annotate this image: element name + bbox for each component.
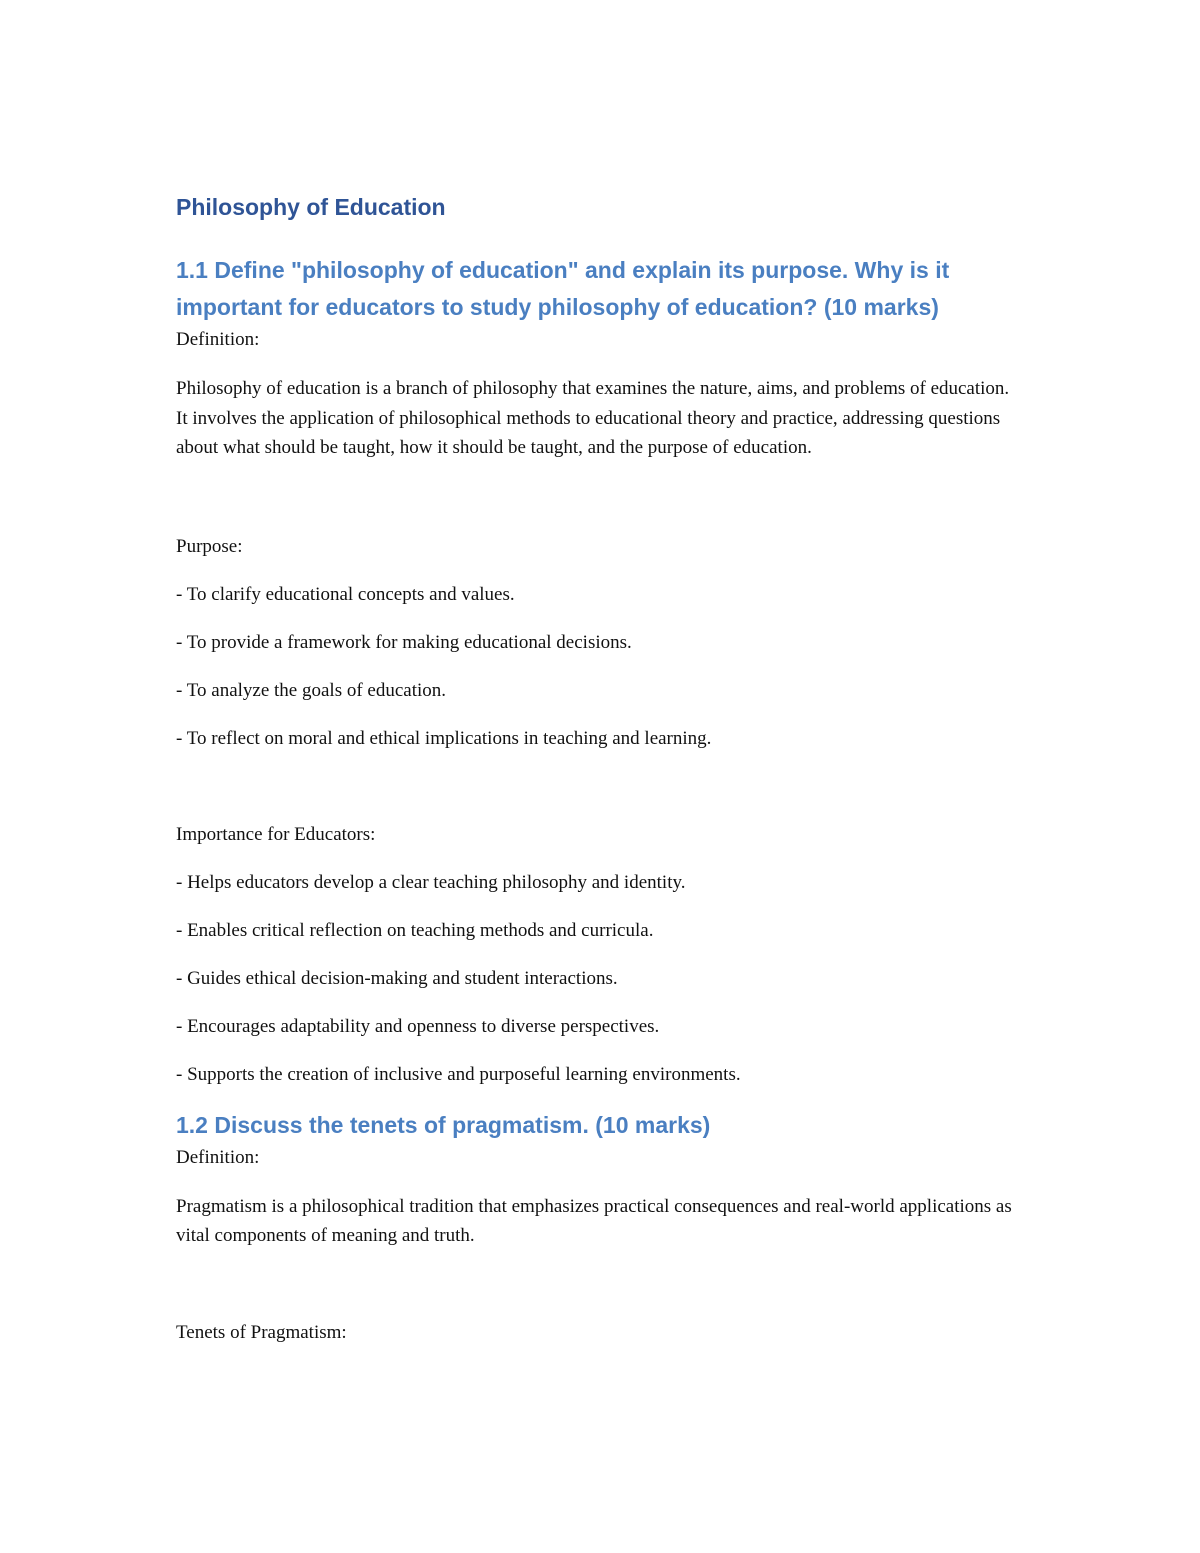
importance-list-item: - Encourages adaptability and openness to diverse perspectives.	[176, 1015, 660, 1037]
purpose-list-item: - To analyze the goals of education.	[176, 679, 447, 701]
section-1-1-importance-label: Importance for Educators:	[176, 823, 376, 845]
purpose-list-item: - To reflect on moral and ethical implications in teaching and learning.	[176, 727, 712, 749]
purpose-list-item: - To provide a framework for making educational decisions.	[176, 631, 632, 653]
document-content	[176, 190, 1016, 1347]
section-1-1-purpose-label: Purpose:	[176, 535, 243, 557]
importance-list-item: - Guides ethical decision-making and student interactions.	[176, 967, 618, 989]
section-1-2-definition-text: Pragmatism is a philosophical tradition that emphasizes practical consequences and real-world applications as vital components of meaning and truth.	[176, 1195, 1012, 1246]
section-1-1-heading: 1.1 Define "philosophy of education" and explain its purpose. Why is it important for educators to study philosophy of education? (10 marks)	[176, 257, 950, 320]
section-1-2-definition-label: Definition:	[176, 1146, 260, 1168]
section-1-1-definition-text: Philosophy of education is a branch of philosophy that examines the nature, aims, and problems of education. It involves the application of philosophical methods to educational theory and practice, addressing questions about what should be taught, how it should be taught, and the purpose of education.	[176, 378, 1010, 458]
importance-list-item: - Supports the creation of inclusive and purposeful learning environments.	[176, 1063, 741, 1085]
section-1-2-heading: 1.2 Discuss the tenets of pragmatism. (10 marks)	[176, 1111, 711, 1138]
importance-list-item: - Enables critical reflection on teaching methods and curricula.	[176, 919, 654, 941]
document-title: Philosophy of Education	[176, 194, 446, 220]
importance-list-item: - Helps educators develop a clear teaching philosophy and identity.	[176, 871, 686, 893]
section-1-2-tenets-label: Tenets of Pragmatism:	[176, 1321, 347, 1343]
section-1-1-definition-label: Definition:	[176, 329, 260, 350]
purpose-list-item: - To clarify educational concepts and values.	[176, 583, 515, 605]
